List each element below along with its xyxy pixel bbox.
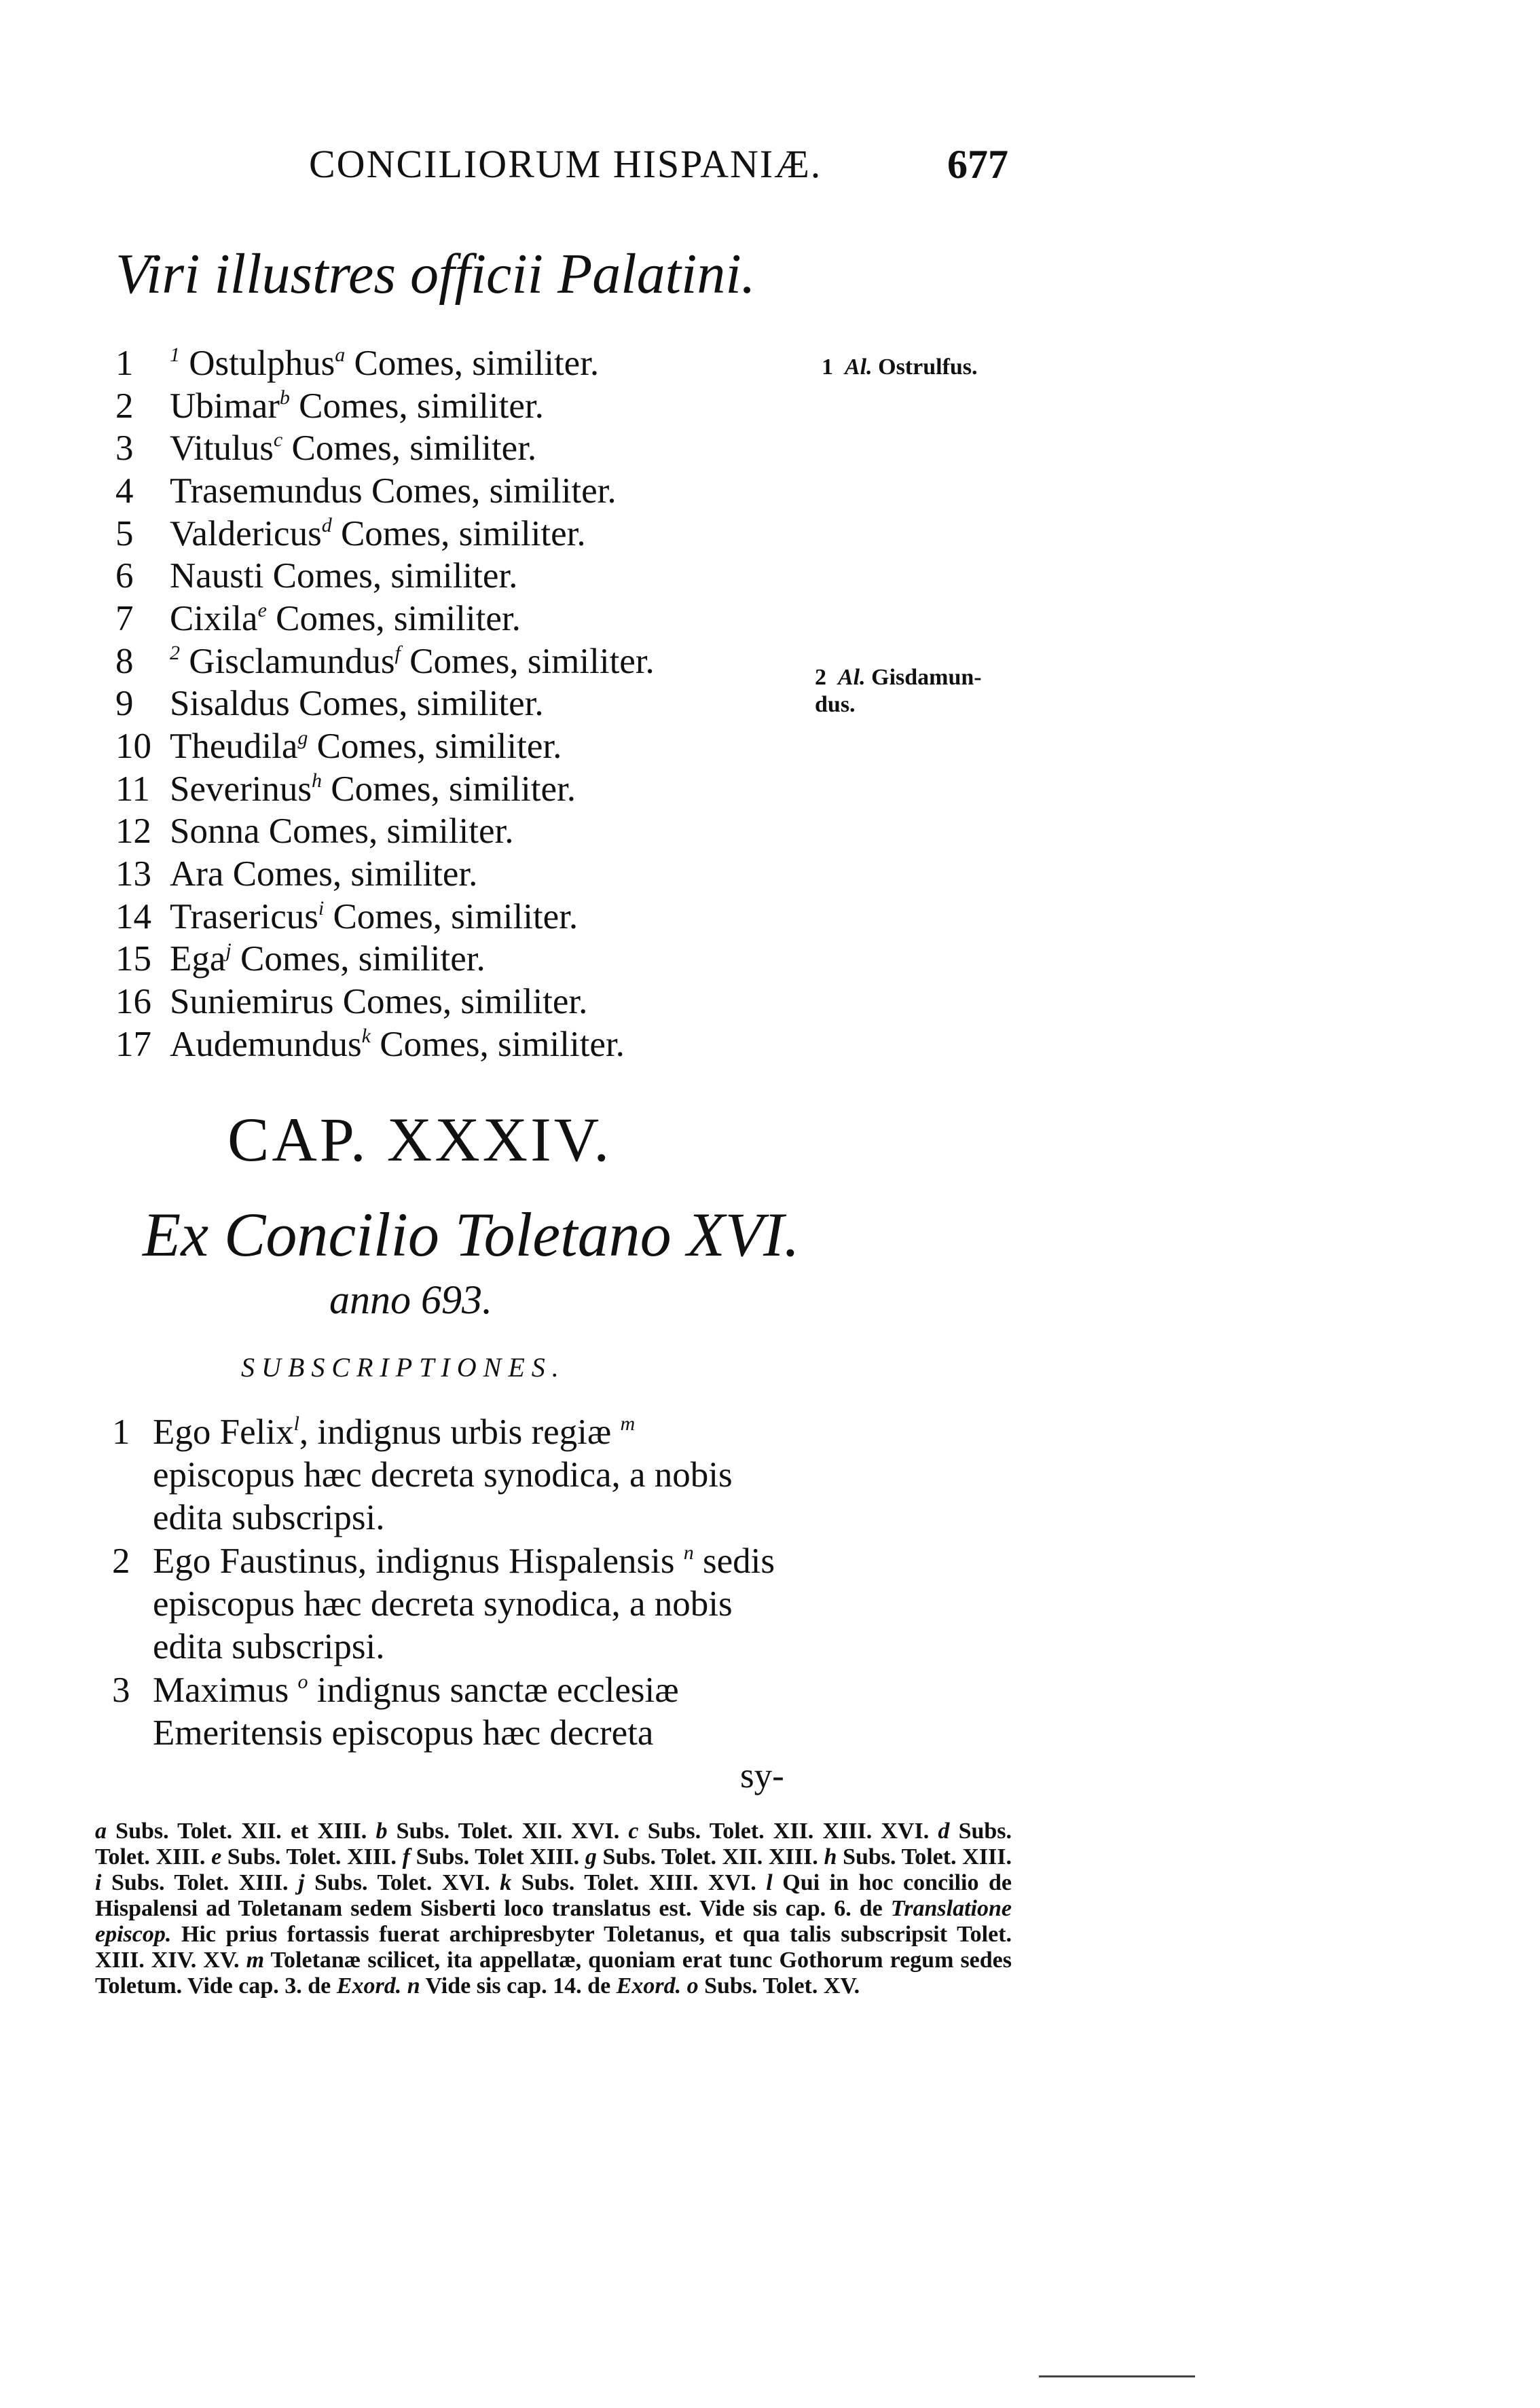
subscription-entry: 1 Ego Felix$^l$, indignus urbis regiæ $^m$ episcopus hæc decreta synodica, a nobis edita subscripsi. [112,1412,733,1537]
list-item: 11 Severinus$^h$ Comes, similiter. [115,769,576,809]
chapter-heading: CAP. XXXIV. [227,1105,612,1174]
list-item: 9 Sisaldus Comes, similiter. [115,684,544,723]
list-item: 10 Theudila$^g$ Comes, similiter. [115,727,562,766]
catchword: sy- [740,1756,784,1795]
list-item: 17 Audemundus$^k$ Comes, similiter. [115,1025,625,1064]
footnotes: a Subs. Tolet. XII. et XIII. b Subs. Tolet. XII. XVI. c Subs. Tolet. XII. XIII. XVI. d Subs. Tolet. XIII. e Subs. Tolet. XIII. f Subs. Tolet XIII. g Subs. Tolet. XII. XIII. h Subs. Tolet. XIII. i Subs. Tolet. XIII. j Subs. Tolet. XVI. k Subs. Tolet. XIII. XVI. l Qui in hoc concilio de Hispalensi ad Toletanam sedem Sisberti loco translatus est. Vide sis cap. 6. de Translatione episcop. Hic prius fortassis fuerat archipresbyter Toletanus, et qua talis subscripsit Tolet. XIII. XIV. XV. m Toletanæ scilicet, ita appellatæ, quoniam erat tunc Gothorum regum sedes Toletum. Vide cap. 3. de Exord. n Vide sis cap. 14. de Exord. o Subs. Tolet. XV. [95,1819,1012,1999]
section-title: Viri illustres officii Palatini. [115,242,756,306]
list-item: 8 $^2$ Gisclamundus$^f$ Comes, similiter. [115,642,655,681]
list-item: 4 Trasemundus Comes, similiter. [115,471,617,511]
list-item: 1 $^1$ Ostulphus$^a$ Comes, similiter. [115,344,600,383]
list-item: 13 Ara Comes, similiter. [115,854,478,894]
list-item: 12 Sonna Comes, similiter. [115,811,514,851]
list-item: 15 Ega$^j$ Comes, similiter. [115,939,485,979]
bottom-rule [1039,2375,1195,2377]
list-item: 2 Ubimar$^b$ Comes, similiter. [115,386,544,426]
page-number: 677 [947,142,1008,187]
list-item: 5 Valdericus$^d$ Comes, similiter. [115,514,586,553]
margin-note: 1 Al. Ostrulfus. [822,354,978,380]
list-item: 16 Suniemirus Comes, similiter. [115,982,588,1021]
margin-note: 2 Al. Gisdamun- dus. [815,665,982,717]
running-head: CONCILIORUM HISPANIÆ. [309,142,822,186]
subscription-entry: 3 Maximus $^o$ indignus sanctæ ecclesiæ Emeritensis episcopus hæc decreta [112,1671,679,1753]
subscriptions-heading: SUBSCRIPTIONES. [241,1352,566,1383]
chapter-subtitle: Ex Concilio Toletano XVI. [143,1200,800,1269]
list-item: 3 Vitulus$^c$ Comes, similiter. [115,428,537,468]
chapter-year: anno 693. [329,1277,492,1322]
list-item: 7 Cixila$^e$ Comes, similiter. [115,599,521,638]
list-item: 6 Nausti Comes, similiter. [115,556,518,596]
subscription-entry: 2 Ego Faustinus, indignus Hispalensis $^n$ sedis episcopus hæc decreta synodica, a nobis edita subscripsi. [112,1542,775,1666]
list-item: 14 Trasericus$^i$ Comes, similiter. [115,897,579,936]
